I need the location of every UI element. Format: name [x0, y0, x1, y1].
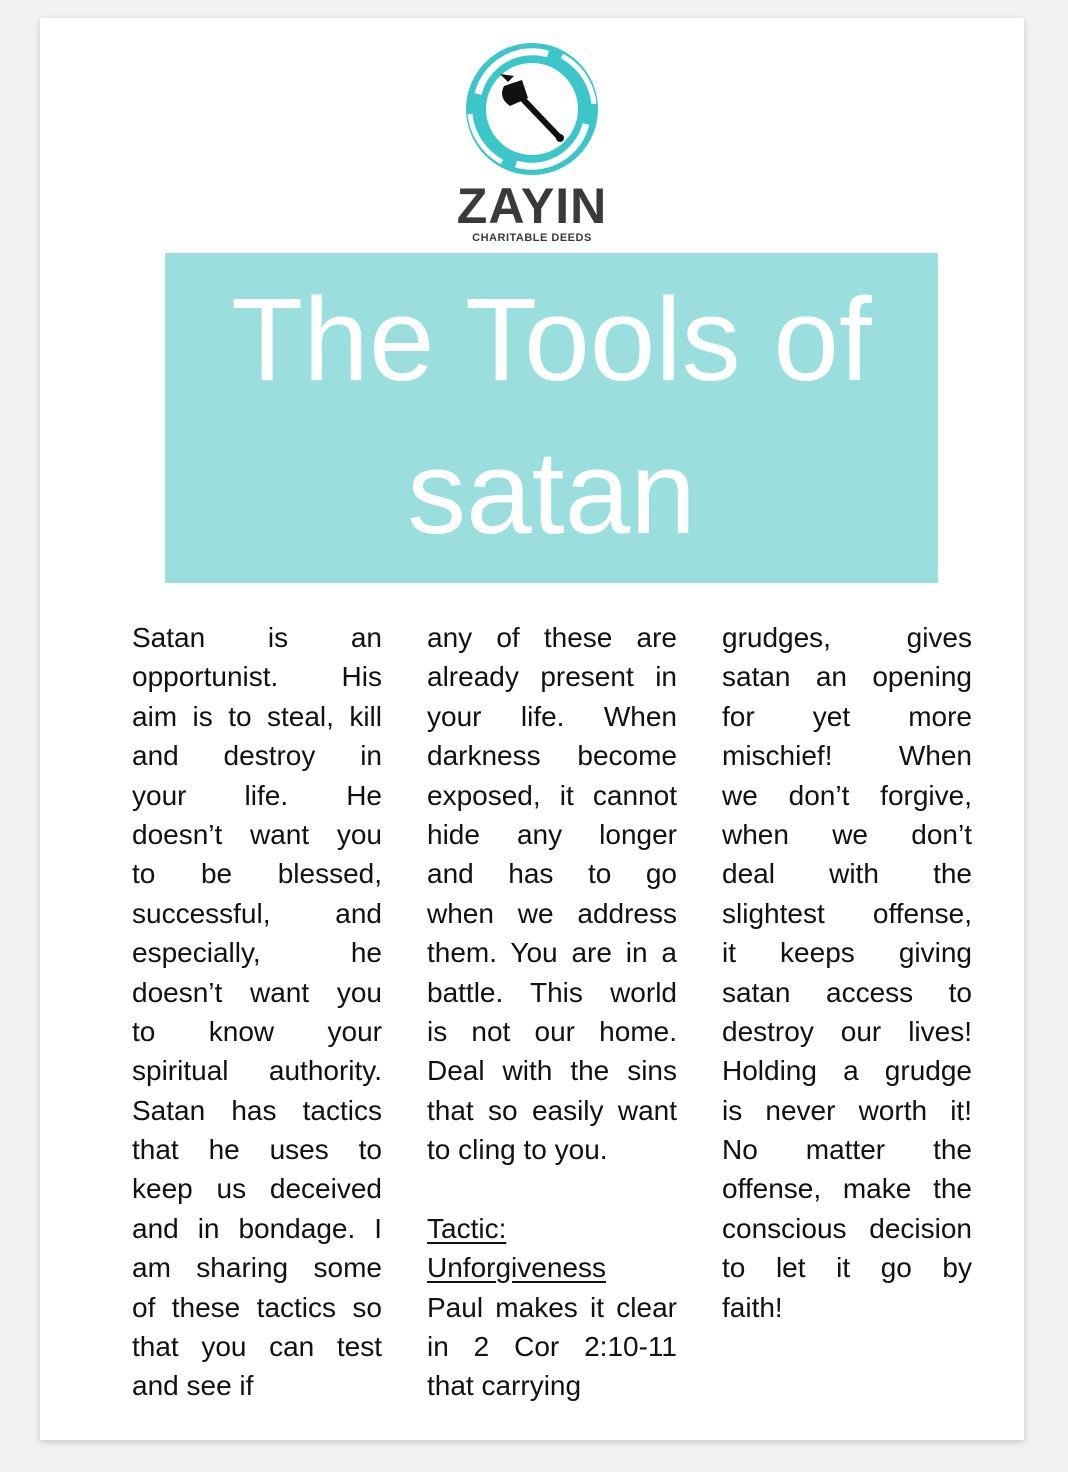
text-line: especially, he — [132, 937, 382, 969]
title-line-1: The Tools of — [231, 274, 872, 406]
text-line: your life. When — [427, 700, 677, 732]
text-line: and see if — [132, 1370, 254, 1402]
text-line: successful, and — [132, 897, 382, 929]
text-line: doesn’t want you — [132, 976, 382, 1008]
text-line: darkness become — [427, 740, 677, 772]
text-line: opportunist. His — [132, 661, 382, 693]
text-line: for yet more — [722, 700, 972, 732]
text-line: that you can test — [132, 1331, 382, 1363]
text-line: No matter the — [722, 1134, 972, 1166]
text-line: in 2 Cor 2:10-11 — [427, 1331, 677, 1363]
axe-icon — [452, 34, 612, 184]
text-line: deal with the — [722, 858, 972, 890]
tactic-heading-name: Unforgiveness — [427, 1252, 606, 1284]
document-page — [40, 18, 1024, 1440]
text-line: to let it go by — [722, 1252, 972, 1284]
text-line: them. You are in a — [427, 937, 677, 969]
text-line: that he uses to — [132, 1134, 382, 1166]
title-banner — [165, 253, 938, 583]
text-line: exposed, it cannot — [427, 779, 677, 811]
text-line: spiritual authority. — [132, 1055, 382, 1087]
text-line: we don’t forgive, — [722, 779, 972, 811]
text-line: it keeps giving — [722, 937, 972, 969]
text-line: Paul makes it clear — [427, 1291, 677, 1323]
text-line: to know your — [132, 1015, 382, 1047]
text-line: am sharing some — [132, 1252, 382, 1284]
text-line: Satan has tactics — [132, 1094, 382, 1126]
title-line-2: satan — [407, 427, 696, 559]
zayin-logo — [40, 26, 1024, 256]
text-line: when we address — [427, 897, 677, 929]
text-line: when we don’t — [722, 818, 972, 850]
text-line: that carrying — [427, 1370, 582, 1402]
text-line: mischief! When — [722, 740, 972, 772]
text-line: hide any longer — [427, 818, 677, 850]
text-line: is not our home. — [427, 1015, 677, 1047]
text-line: satan access to — [722, 976, 972, 1008]
text-line: any of these are — [427, 622, 677, 653]
text-line: and has to go — [427, 858, 677, 890]
brand-tagline: CHARITABLE DEEDS — [472, 232, 592, 244]
text-line: and destroy in — [132, 740, 382, 772]
brand-name: ZAYIN — [456, 178, 608, 234]
text-line: is never worth it! — [722, 1094, 972, 1126]
text-line: offense, make the — [722, 1173, 972, 1205]
text-line: destroy our lives! — [722, 1015, 972, 1047]
text-line: and in bondage. I — [132, 1212, 382, 1244]
tactic-heading: Tactic: — [427, 1212, 507, 1244]
text-column-2 — [427, 618, 677, 1406]
text-line: Holding a grudge — [722, 1055, 972, 1087]
text-line: faith! — [722, 1291, 783, 1323]
text-line: aim is to steal, kill — [132, 700, 382, 732]
text-line: doesn’t want you — [132, 818, 382, 850]
text-line: of these tactics so — [132, 1291, 382, 1323]
text-line: conscious decision — [722, 1212, 972, 1244]
text-line: battle. This world — [427, 976, 677, 1008]
text-line: satan an opening — [722, 661, 972, 693]
text-column-3 — [722, 618, 972, 1327]
text-line: slightest offense, — [722, 897, 972, 929]
text-line: to be blessed, — [132, 858, 382, 890]
paragraph-gap — [427, 1169, 677, 1208]
text-line: Deal with the sins — [427, 1055, 677, 1087]
text-line: that so easily want — [427, 1094, 677, 1126]
text-line: to cling to you. — [427, 1134, 608, 1166]
text-line: Satan is an — [132, 622, 382, 653]
text-line: your life. He — [132, 779, 382, 811]
text-column-1 — [132, 618, 382, 1406]
text-line: keep us deceived — [132, 1173, 382, 1205]
text-line: already present in — [427, 661, 677, 693]
text-line: grudges, gives — [722, 622, 972, 653]
